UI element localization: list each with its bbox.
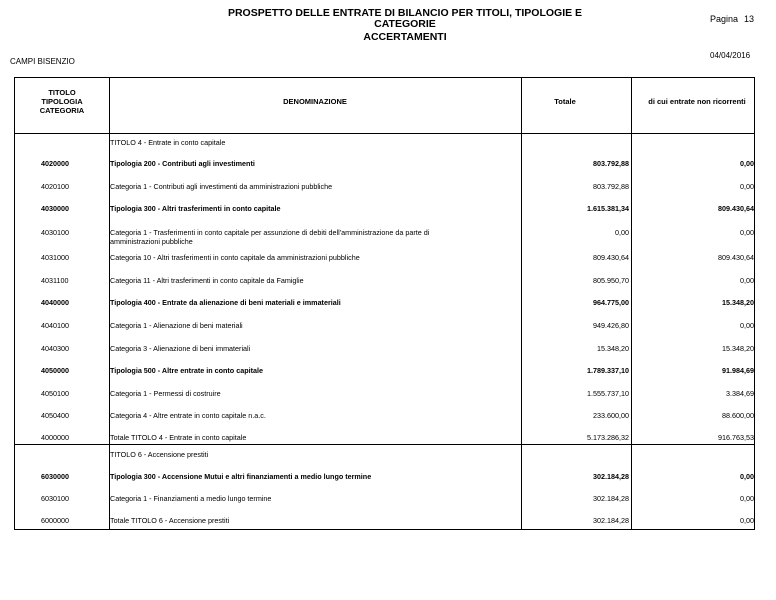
row-code: 4000000 xyxy=(41,433,69,442)
column-header-titolo: TITOLO xyxy=(48,88,76,97)
row-totale: 949.426,80 xyxy=(593,321,629,330)
row-code: 4050400 xyxy=(41,411,69,420)
report-title-line1: PROSPETTO DELLE ENTRATE DI BILANCIO PER TITOLI, TIPOLOGIE E xyxy=(227,7,583,19)
row-non-ricorrenti: 0,00 xyxy=(740,494,754,503)
row-totale: 1.789.337,10 xyxy=(587,366,629,375)
entrate-table xyxy=(14,77,755,530)
row-non-ricorrenti: 15.348,20 xyxy=(722,344,754,353)
row-code: 6030100 xyxy=(41,494,69,503)
row-denominazione: Categoria 1 - Alienazione di beni materiali xyxy=(110,321,243,330)
row-non-ricorrenti: 88.600,00 xyxy=(722,411,754,420)
page-number: 13 xyxy=(744,14,755,24)
row-totale: 1.615.381,34 xyxy=(587,204,629,213)
row-denominazione: Categoria 1 - Contributi agli investimenti da amministrazioni pubbliche xyxy=(110,182,333,191)
row-non-ricorrenti: 15.348,20 xyxy=(722,298,754,307)
row-code: 4020100 xyxy=(41,182,69,191)
row-totale: 302.184,28 xyxy=(593,472,629,481)
row-totale: 803.792,88 xyxy=(593,182,629,191)
page-indicator xyxy=(710,14,760,24)
column-divider xyxy=(521,78,522,529)
section-divider xyxy=(15,444,754,445)
row-code: 4031100 xyxy=(41,276,69,285)
row-non-ricorrenti: 916.763,53 xyxy=(718,433,754,442)
row-code: 4040000 xyxy=(41,298,69,307)
column-header-totale: Totale xyxy=(554,97,576,106)
column-divider xyxy=(631,78,632,529)
row-code: 6000000 xyxy=(41,516,69,525)
page-label: Pagina xyxy=(710,14,739,24)
row-denominazione: Tipologia 200 - Contributi agli investimenti xyxy=(110,159,255,168)
row-totale: 809.430,64 xyxy=(593,253,629,262)
row-non-ricorrenti: 0,00 xyxy=(740,228,754,237)
row-denominazione: Tipologia 300 - Accensione Mutui e altri finanziamenti a medio lungo termine xyxy=(110,472,372,481)
column-header-tipologia: TIPOLOGIA xyxy=(41,97,83,106)
row-denominazione: Totale TITOLO 4 - Entrate in conto capitale xyxy=(110,433,247,442)
row-denominazione: Categoria 1 - Trasferimenti in conto capitale per assunzione di debiti dell'amministrazione da parte di amministrazioni pubbliche xyxy=(110,228,430,246)
column-header-denominazione: DENOMINAZIONE xyxy=(283,97,347,106)
row-totale: 1.555.737,10 xyxy=(587,389,629,398)
report-title-line2: CATEGORIE xyxy=(374,18,436,30)
row-denominazione: Tipologia 300 - Altri trasferimenti in conto capitale xyxy=(110,204,281,213)
row-denominazione: Tipologia 400 - Entrate da alienazione di beni materiali e immateriali xyxy=(110,298,341,307)
row-denominazione: TITOLO 6 - Accensione prestiti xyxy=(110,450,209,459)
row-denominazione: Tipologia 500 - Altre entrate in conto capitale xyxy=(110,366,263,375)
row-non-ricorrenti: 809.430,64 xyxy=(718,204,754,213)
row-denominazione: TITOLO 4 - Entrate in conto capitale xyxy=(110,138,226,147)
row-non-ricorrenti: 91.984,69 xyxy=(722,366,754,375)
row-denominazione: Categoria 4 - Altre entrate in conto capitale n.a.c. xyxy=(110,411,266,420)
ente-name: CAMPI BISENZIO xyxy=(10,57,75,66)
row-denominazione: Categoria 11 - Altri trasferimenti in conto capitale da Famiglie xyxy=(110,276,304,285)
report-subtitle: ACCERTAMENTI xyxy=(363,31,447,43)
report-title xyxy=(200,8,610,30)
column-header-categoria: CATEGORIA xyxy=(39,106,85,115)
row-denominazione: Categoria 10 - Altri trasferimenti in conto capitale da amministrazioni pubbliche xyxy=(110,253,360,262)
row-denominazione: Categoria 3 - Alienazione di beni immateriali xyxy=(110,344,251,353)
row-code: 4030100 xyxy=(41,228,69,237)
row-code: 4030000 xyxy=(41,204,69,213)
row-totale: 302.184,28 xyxy=(593,516,629,525)
row-totale: 5.173.286,32 xyxy=(587,433,629,442)
report-date: 04/04/2016 xyxy=(710,51,751,60)
row-totale: 805.950,70 xyxy=(593,276,629,285)
row-totale: 302.184,28 xyxy=(593,494,629,503)
row-totale: 0,00 xyxy=(615,228,629,237)
column-header-code xyxy=(15,88,109,115)
row-denominazione: Categoria 1 - Finanziamenti a medio lungo termine xyxy=(110,494,272,503)
row-code: 6030000 xyxy=(41,472,69,481)
row-non-ricorrenti: 3.384,69 xyxy=(726,389,754,398)
row-totale: 964.775,00 xyxy=(593,298,629,307)
row-totale: 15.348,20 xyxy=(597,344,629,353)
row-denominazione: Totale TITOLO 6 - Accensione prestiti xyxy=(110,516,230,525)
row-code: 4050100 xyxy=(41,389,69,398)
row-non-ricorrenti: 0,00 xyxy=(740,516,754,525)
row-non-ricorrenti: 0,00 xyxy=(740,276,754,285)
row-code: 4020000 xyxy=(41,159,69,168)
row-non-ricorrenti: 0,00 xyxy=(740,321,754,330)
header-divider xyxy=(15,133,754,134)
column-header-non-ricorrenti: di cui entrate non ricorrenti xyxy=(648,97,746,106)
row-non-ricorrenti: 809.430,64 xyxy=(718,253,754,262)
row-code: 4050000 xyxy=(41,366,69,375)
row-code: 4040100 xyxy=(41,321,69,330)
row-non-ricorrenti: 0,00 xyxy=(740,182,754,191)
row-non-ricorrenti: 0,00 xyxy=(740,472,754,481)
row-denominazione: Categoria 1 - Permessi di costruire xyxy=(110,389,221,398)
row-code: 4040300 xyxy=(41,344,69,353)
row-code: 4031000 xyxy=(41,253,69,262)
row-non-ricorrenti: 0,00 xyxy=(740,159,754,168)
row-totale: 233.600,00 xyxy=(593,411,629,420)
row-totale: 803.792,88 xyxy=(593,159,629,168)
